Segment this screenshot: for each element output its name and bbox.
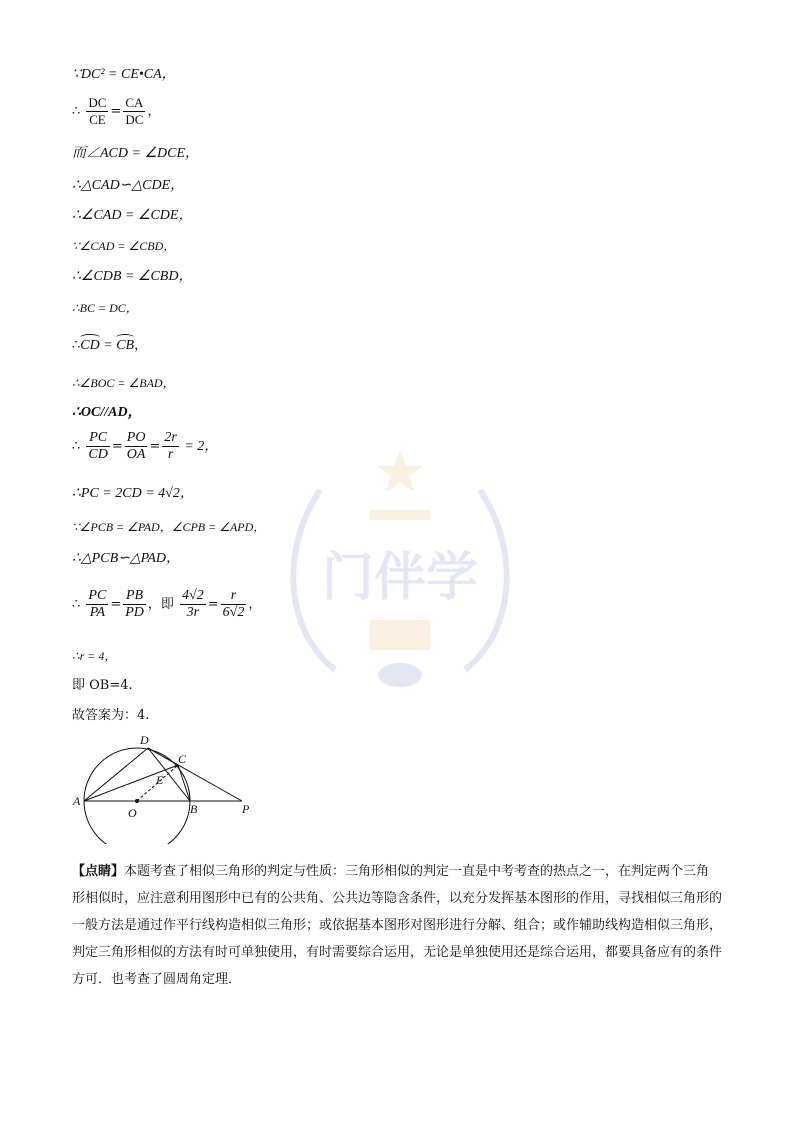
label-b: B (190, 802, 198, 816)
line-ac (84, 765, 178, 801)
step-9: ∴CD = CB， (72, 338, 148, 353)
point-o (135, 799, 139, 803)
watermark-text: 门伴学 (321, 548, 479, 608)
step-6: ∵∠CAD = ∠CBD， (72, 239, 176, 253)
comment-tag: 【点睛】 (72, 864, 125, 879)
step-4: ∴△CAD∽△CDE， (72, 178, 185, 193)
watermark-logo (275, 440, 525, 700)
step-17: ∴r = 4， (72, 649, 117, 663)
line-ad (84, 748, 148, 801)
step-18: 即 OB=4. (72, 678, 133, 693)
step-11: ∴OC//AD， (72, 405, 142, 420)
step-5: ∴∠CAD = ∠CDE， (72, 208, 193, 223)
geometry-figure (70, 732, 270, 844)
step-15: ∴△PCB∽△PAD， (72, 551, 181, 566)
label-a: A (73, 794, 81, 808)
step-10: ∴∠BOC = ∠BAD， (72, 376, 175, 390)
line-dc (148, 748, 178, 765)
step-12: ∴ $\frac{PC}{CD}$ = $\frac{PO}{OA}$ = $\frac{2r}{r}$ = 2， (72, 430, 219, 462)
step-3: 而∠ACD = ∠DCE， (72, 146, 199, 161)
step-13: ∴PC = 2CD = 4√2， (72, 486, 194, 501)
label-o: O (128, 806, 137, 820)
step-7: ∴∠CDB = ∠CBD， (72, 269, 193, 284)
comment-paragraph (72, 858, 722, 993)
label-d: D (140, 733, 149, 747)
step-8: ∴BC = DC， (72, 301, 138, 315)
comment-text: 本题考查了相似三角形的判定与性质：三角形相似的判定一直是中考考查的热点之一，在判定两个三角形相似时，应注意利用图形中已有的公共角、公共边等隐含条件，以充分发挥基本图形的作用，寻找相似三角形的一般方法是通过作平行线构造相似三角形；或依据基本图形对图形进行分解、组合；或作辅助线构造相似三角形，判定三角形相似的方法有时可单独使用，有时需要综合运用，无论是单独使用还是综合运用，都要具备应有的条件方可．也考查了圆周角定理． (72, 864, 723, 987)
step-16: ∴ $\frac{PC}{PA}$ = $\frac{PB}{PD}$ ，即 $\frac{4√2}{3r}$ = $\frac{r}{6√2}$ ， (72, 588, 262, 620)
step-2: ∴ $\frac{DC}{CE}$ = $\frac{CA}{DC}$ ， (72, 95, 161, 127)
label-e: E (156, 773, 164, 787)
step-19: 故答案为：4. (72, 708, 150, 723)
step-1: ∵DC² = CE•CA， (72, 67, 176, 82)
label-c: C (178, 752, 187, 766)
step-14: ∵∠PCB = ∠PAD，∠CPB = ∠APD， (72, 520, 266, 534)
label-p: P (242, 802, 250, 816)
